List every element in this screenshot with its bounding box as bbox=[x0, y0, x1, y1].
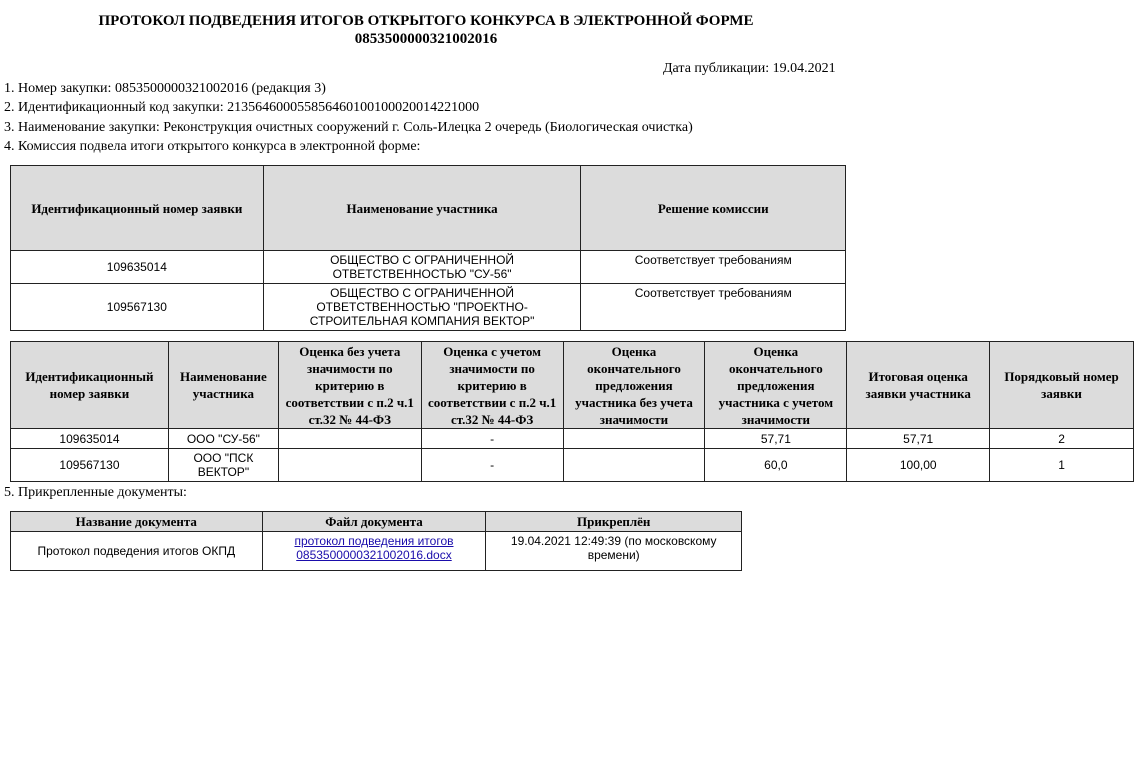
table-row bbox=[11, 449, 1134, 482]
total-score: 57,71 bbox=[847, 429, 990, 449]
item-purchase-number: 1. Номер закупки: 0853500000321002016 (редакция 3) bbox=[4, 81, 326, 96]
score-with-weight: - bbox=[421, 449, 563, 482]
participant-name: ООО "СУ-56" bbox=[168, 429, 278, 449]
column-header: Файл документа bbox=[262, 512, 486, 532]
decision-table bbox=[10, 165, 846, 331]
final-score-with-weight: 57,71 bbox=[705, 429, 847, 449]
item-purchase-name: 3. Наименование закупки: Реконструкция очистных сооружений г. Соль-Илецка 2 очередь (Биологическая очистка) bbox=[4, 119, 693, 135]
application-id: 109567130 bbox=[11, 449, 169, 482]
column-header: Название документа bbox=[11, 512, 263, 532]
table-header-row bbox=[11, 342, 1134, 429]
table-header-row bbox=[11, 512, 742, 532]
commission-decision: Соответствует требованиям bbox=[581, 284, 846, 331]
application-id: 109635014 bbox=[11, 251, 264, 284]
publication-date: Дата публикации: 19.04.2021 bbox=[663, 61, 836, 76]
column-header: Итоговая оценка заявки участника bbox=[847, 342, 990, 429]
column-header: Оценка окончательного предложения участника с учетом значимости bbox=[705, 342, 847, 429]
column-header: Оценка с учетом значимости по критерию в соответствии с п.2 ч.1 ст.32 № 44-ФЗ bbox=[421, 342, 563, 429]
document-attached-time: 19.04.2021 12:49:39 (по московскому времени) bbox=[486, 532, 742, 571]
participant-name: ОБЩЕСТВО С ОГРАНИЧЕННОЙ ОТВЕТСТВЕННОСТЬЮ "СУ-56" bbox=[263, 251, 581, 284]
score-without-weight bbox=[278, 429, 421, 449]
total-score: 100,00 bbox=[847, 449, 990, 482]
table-header-row bbox=[11, 166, 846, 251]
final-score-with-weight: 60,0 bbox=[705, 449, 847, 482]
score-without-weight bbox=[278, 449, 421, 482]
document-name: Протокол подведения итогов ОКПД bbox=[11, 532, 263, 571]
column-header: Оценка окончательного предложения участника без учета значимости bbox=[563, 342, 705, 429]
table-row bbox=[11, 284, 846, 331]
column-header: Наименование участника bbox=[263, 166, 581, 251]
commission-decision: Соответствует требованиям bbox=[581, 251, 846, 284]
item-commission-summary: 4. Комиссия подвела итоги открытого конкурса в электронной форме: bbox=[4, 138, 421, 154]
document-file-link[interactable]: протокол подведения итогов 0853500000321002016.docx bbox=[294, 534, 454, 562]
table-row bbox=[11, 251, 846, 284]
rank-number: 2 bbox=[990, 429, 1134, 449]
column-header: Идентификационный номер заявки bbox=[11, 166, 264, 251]
attached-documents-label: 5. Прикрепленные документы: bbox=[4, 485, 187, 500]
procurement-info bbox=[4, 79, 693, 156]
documents-table bbox=[10, 511, 742, 571]
table-row bbox=[11, 532, 742, 571]
column-header: Решение комиссии bbox=[581, 166, 846, 251]
application-id: 109635014 bbox=[11, 429, 169, 449]
column-header: Идентификационный номер заявки bbox=[11, 342, 169, 429]
application-id: 109567130 bbox=[11, 284, 264, 331]
rank-number: 1 bbox=[990, 449, 1134, 482]
table-row bbox=[11, 429, 1134, 449]
protocol-title: ПРОТОКОЛ ПОДВЕДЕНИЯ ИТОГОВ ОТКРЫТОГО КОНКУРСА В ЭЛЕКТРОННОЙ ФОРМЕ bbox=[98, 13, 754, 29]
score-with-weight: - bbox=[421, 429, 563, 449]
column-header: Наименование участника bbox=[168, 342, 278, 429]
final-score-without-weight bbox=[563, 449, 705, 482]
final-score-without-weight bbox=[563, 429, 705, 449]
page-title bbox=[0, 12, 852, 48]
scores-table bbox=[10, 341, 1134, 482]
document-file-cell bbox=[262, 532, 486, 571]
item-identification-code: 2. Идентификационный код закупки: 213564600055856460100100020014221000 bbox=[4, 100, 480, 116]
column-header: Прикреплён bbox=[486, 512, 742, 532]
participant-name: ОБЩЕСТВО С ОГРАНИЧЕННОЙ ОТВЕТСТВЕННОСТЬЮ "ПРОЕКТНО-СТРОИТЕЛЬНАЯ КОМПАНИЯ ВЕКТОР" bbox=[263, 284, 581, 331]
column-header: Порядковый номер заявки bbox=[990, 342, 1134, 429]
column-header: Оценка без учета значимости по критерию в соответствии с п.2 ч.1 ст.32 № 44-ФЗ bbox=[278, 342, 421, 429]
protocol-number: 0853500000321002016 bbox=[354, 31, 498, 47]
participant-name: ООО "ПСК ВЕКТОР" bbox=[168, 449, 278, 482]
